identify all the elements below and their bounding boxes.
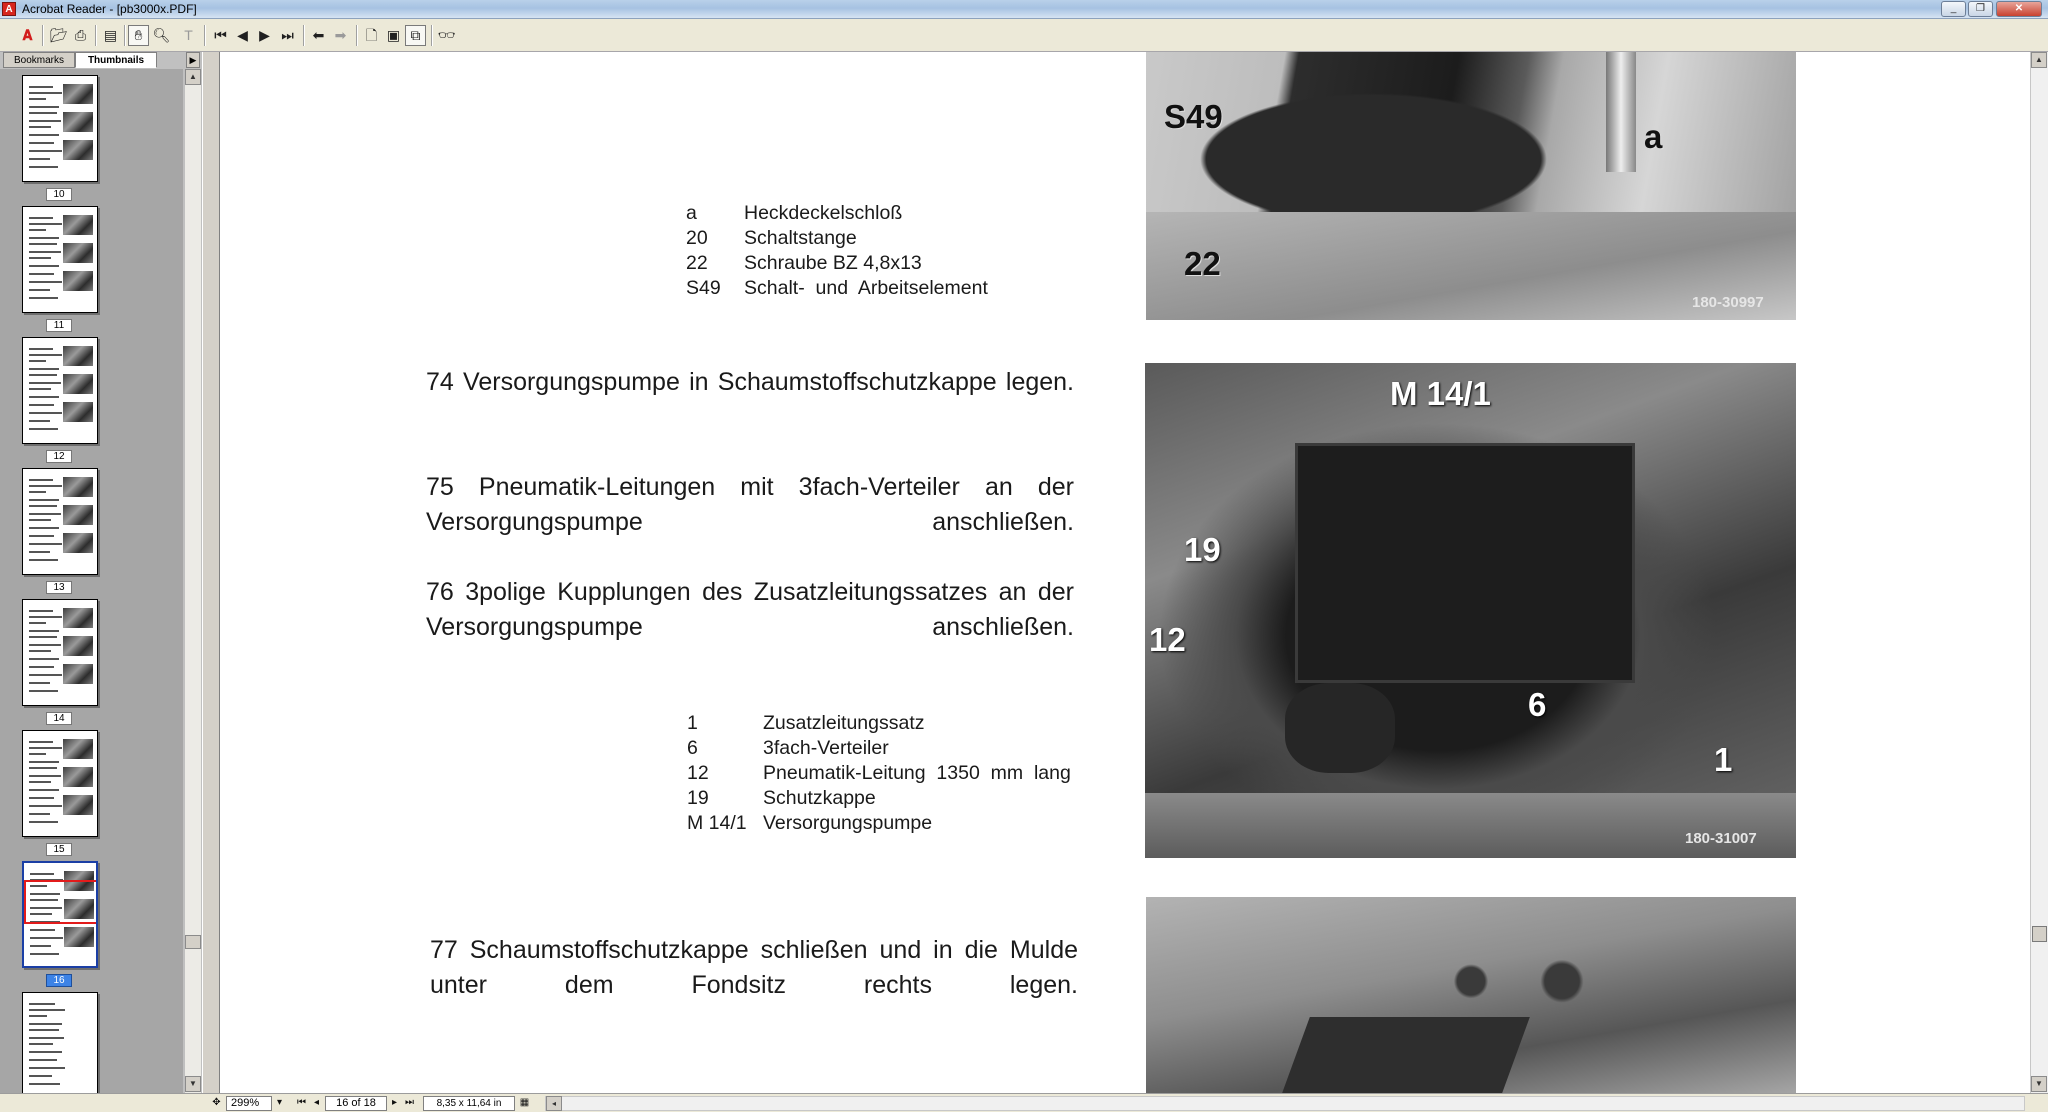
- legend-key: 1: [687, 712, 698, 734]
- thumbnail-text-line: [29, 348, 53, 350]
- zoom-tool-icon[interactable]: 🔍︎: [152, 27, 171, 43]
- thumbnail-text-line: [29, 86, 53, 88]
- legend-text: Schalt- und Arbeitselement: [744, 277, 988, 299]
- thumbnail-text-line: [29, 150, 62, 152]
- page-thumbnail[interactable]: [22, 599, 98, 706]
- legend-text: Pneumatik-Leitung 1350 mm lang: [763, 762, 1071, 784]
- thumbnail-text-line: [29, 237, 59, 239]
- thumbnail-text-line: [29, 1067, 65, 1069]
- legend-row: [686, 201, 988, 226]
- doc-scroll-up-icon[interactable]: ▲: [2031, 52, 2047, 68]
- toolbar-separator: [42, 25, 44, 46]
- title-bar: [0, 0, 2048, 19]
- tab-thumbnails[interactable]: Thumbnails: [75, 52, 157, 68]
- document-scrollbar[interactable]: [2030, 52, 2048, 1093]
- thumbnail-text-line: [29, 265, 59, 267]
- thumbnail-text-line: [29, 217, 53, 219]
- thumbnail-image: [63, 112, 93, 132]
- thumbnail-text-line: [29, 229, 46, 231]
- thumbnail-text-line: [29, 616, 62, 618]
- thumbnail-text-line: [29, 428, 58, 430]
- toolbar-separator: [124, 25, 126, 46]
- thumbnail-text-line: [29, 120, 61, 122]
- minimize-button[interactable]: _: [1941, 1, 1966, 17]
- thumbnail-page-label[interactable]: 16: [46, 974, 72, 987]
- thumbnail-text-line: [29, 382, 61, 384]
- thumbnail-page-label[interactable]: 11: [46, 319, 72, 332]
- photo2-label-6: 6: [1528, 686, 1547, 723]
- photo2-label-m14-1: M 14/1: [1390, 375, 1491, 412]
- find-icon[interactable]: 👓︎: [437, 27, 456, 43]
- page-thumbnail[interactable]: [22, 75, 98, 182]
- thumbnail-image: [63, 243, 93, 263]
- thumbnail-image: [63, 636, 93, 656]
- thumbnail-image: [63, 84, 93, 104]
- thumbnail-text-line: [29, 251, 61, 253]
- legend-row: [687, 811, 1071, 836]
- actual-size-icon[interactable]: 🗋︎: [365, 27, 378, 43]
- legend-row: [686, 276, 988, 301]
- pan-icon[interactable]: ✥: [212, 1097, 221, 1108]
- photo-pump: [1145, 363, 1796, 858]
- page-thumbnail[interactable]: [22, 206, 98, 313]
- page-size-display: 8,35 x 11,64 in: [423, 1096, 515, 1111]
- thumbnail-text-line: [29, 789, 59, 791]
- horizontal-scrollbar[interactable]: [545, 1096, 2025, 1111]
- pump-housing: [1295, 443, 1635, 683]
- thumbnail-text-line: [29, 551, 50, 553]
- legend-row: [687, 786, 1071, 811]
- close-button[interactable]: ✕: [1996, 1, 2042, 17]
- legend-key: M 14/1: [687, 812, 747, 834]
- thumbnail-text-line: [29, 644, 61, 646]
- thumbnail-image: [63, 271, 93, 291]
- toolbar-separator: [204, 25, 206, 46]
- doc-scroll-down-icon[interactable]: ▼: [2031, 1076, 2047, 1092]
- status-first-page-icon[interactable]: ⏮︎: [297, 1097, 306, 1108]
- thumbnail-image: [63, 795, 93, 815]
- legend-text: Schutzkappe: [763, 787, 876, 809]
- status-previous-page-icon[interactable]: ◂: [313, 1097, 320, 1108]
- photo1-label-s49: S49: [1164, 98, 1223, 135]
- paragraph-74: 74 Versorgungspumpe in Schaumstoffschutzkappe legen.: [426, 368, 1074, 396]
- paragraph-75: 75 Pneumatik-Leitungen mit 3fach-Verteiler an der Versorgungspumpe anschließen.: [426, 473, 1074, 536]
- thumbnail-text-line: [29, 1023, 62, 1025]
- fit-page-icon[interactable]: ▣: [386, 27, 401, 43]
- thumbnail-text-line: [29, 134, 59, 136]
- thumbnail-text-line: [29, 142, 54, 144]
- thumbnail-image: [63, 215, 93, 235]
- thumbnail-text-line: [29, 797, 54, 799]
- thumbnail-page-label[interactable]: 13: [46, 581, 72, 594]
- thumbnail-text-line: [29, 1029, 59, 1031]
- thumbnail-text-line: [29, 1037, 64, 1039]
- thumbnail-text-line: [29, 368, 59, 370]
- thumbnail-image: [63, 346, 93, 366]
- thumbnail-image: [63, 374, 93, 394]
- legend-key: 20: [686, 227, 708, 249]
- thumbnail-image: [63, 140, 93, 160]
- pump-motor: [1285, 683, 1395, 773]
- thumbnail-text-line: [29, 767, 57, 769]
- previous-page-icon[interactable]: ◀: [237, 27, 248, 43]
- thumbnail-image: [63, 477, 93, 497]
- thumbnail-text-line: [30, 953, 59, 955]
- next-page-icon[interactable]: ▶: [259, 27, 270, 43]
- photo-rear-seat-floor: [1146, 897, 1796, 1093]
- legend-key: 19: [687, 787, 709, 809]
- show-navigation-pane-icon[interactable]: ▤: [103, 27, 118, 43]
- document-view: [220, 52, 2030, 1093]
- thumbnail-text-line: [29, 223, 62, 225]
- photo-trunk-lock: [1146, 52, 1796, 320]
- thumbnail-text-line: [30, 929, 55, 931]
- thumbnail-text-line: [29, 396, 59, 398]
- thumbnail-text-line: [29, 404, 54, 406]
- thumbnail-text-line: [30, 937, 63, 939]
- thumbnail-page-label[interactable]: 10: [46, 188, 72, 201]
- thumbnail-text-line: [29, 126, 51, 128]
- thumbnail-text-line: [29, 412, 62, 414]
- legend-text: Zusatzleitungssatz: [763, 712, 925, 734]
- thumbnail-text-line: [29, 559, 58, 561]
- thumbnail-text-line: [29, 388, 51, 390]
- thumbnail-text-line: [29, 519, 51, 521]
- scroll-left-icon[interactable]: ◂: [546, 1096, 562, 1111]
- thumbnail-text-line: [29, 666, 54, 668]
- page-indicator[interactable]: 16 of 18: [325, 1096, 387, 1111]
- thumbnail-text-line: [29, 821, 58, 823]
- pane-splitter[interactable]: [202, 52, 220, 1093]
- toolbar-separator: [356, 25, 358, 46]
- thumbnail-text-line: [29, 781, 51, 783]
- thumbnail-image: [63, 608, 93, 628]
- thumbnail-text-line: [29, 485, 62, 487]
- thumbnail-image: [63, 402, 93, 422]
- zoom-dropdown-icon[interactable]: ▾: [276, 1097, 283, 1108]
- legend-row: [686, 226, 988, 251]
- print-icon[interactable]: ⎙: [74, 27, 87, 43]
- thumbnail-text-line: [30, 945, 51, 947]
- thumbnail-text-line: [29, 1015, 47, 1017]
- legend-row: [687, 736, 1071, 761]
- thumbnail-text-line: [29, 273, 54, 275]
- thumbnail-page-label[interactable]: 12: [46, 450, 72, 463]
- legend-text: Schraube BZ 4,8x13: [744, 252, 922, 274]
- paragraph-76: 76 3polige Kupplungen des Zusatzleitungssatzes an der Versorgungspumpe anschließen.: [426, 578, 1074, 641]
- thumbnail-text-line: [29, 1009, 65, 1011]
- restore-button[interactable]: ❐: [1968, 1, 1993, 17]
- legend-row: [687, 761, 1071, 786]
- photo1-label-a: a: [1644, 118, 1663, 155]
- thumbnail-list: [0, 69, 183, 1093]
- legend-row: [687, 711, 1071, 736]
- thumbnail-text-line: [29, 98, 46, 100]
- thumbnail-text-line: [29, 543, 62, 545]
- legend-text: 3fach-Verteiler: [763, 737, 889, 759]
- go-back-icon[interactable]: ⬅: [312, 27, 325, 43]
- nav-options-arrow-icon[interactable]: ▶: [186, 52, 200, 68]
- thumbnail-page-label[interactable]: 15: [46, 843, 72, 856]
- first-page-icon[interactable]: ⏮︎: [214, 27, 227, 43]
- thumbnail-text-line: [29, 289, 50, 291]
- page-thumbnail[interactable]: [22, 861, 98, 968]
- text-select-tool-icon[interactable]: T: [184, 27, 193, 43]
- thumbnail-text-line: [29, 658, 59, 660]
- legend-key: 6: [687, 737, 698, 759]
- legend-text: Heckdeckelschloß: [744, 202, 903, 224]
- visible-area-rectangle[interactable]: [24, 880, 98, 924]
- thumbnail-text-line: [29, 158, 50, 160]
- scroll-up-icon[interactable]: ▲: [185, 69, 201, 85]
- thumbnail-image: [63, 664, 93, 684]
- thumbnail-text-line: [29, 420, 50, 422]
- thumbnail-scrollbar[interactable]: [184, 69, 201, 1093]
- thumbnail-text-line: [29, 747, 62, 749]
- thumbnail-image: [63, 767, 93, 787]
- last-page-icon[interactable]: ⏭︎: [281, 27, 294, 43]
- thumbnail-text-line: [29, 281, 62, 283]
- floor-trim: [1145, 793, 1796, 858]
- legend-text: Versorgungspumpe: [763, 812, 933, 834]
- acrobat-logo-icon[interactable]: 𝐀: [22, 27, 33, 43]
- thumbnail-text-line: [29, 805, 62, 807]
- thumbnail-image: [63, 533, 93, 553]
- acrobat-app-icon: A: [2, 2, 16, 16]
- thumbnail-text-line: [29, 650, 51, 652]
- legend-key: a: [686, 202, 697, 224]
- status-next-page-icon[interactable]: ▸: [391, 1097, 398, 1108]
- thumbnail-text-line: [29, 690, 58, 692]
- thumbnail-text-line: [29, 813, 50, 815]
- photo2-code: 180-31007: [1685, 830, 1757, 847]
- scroll-thumb[interactable]: [185, 935, 201, 949]
- legend-list-2: [687, 711, 1071, 836]
- photo1-code: 180-30997: [1692, 294, 1764, 311]
- zoom-field[interactable]: 299%: [226, 1096, 272, 1111]
- thumbnail-text-line: [30, 873, 54, 875]
- thumbnail-text-line: [29, 1075, 52, 1077]
- thumbnail-text-line: [29, 610, 53, 612]
- thumbnail-text-line: [29, 1043, 53, 1045]
- thumbnail-text-line: [29, 297, 58, 299]
- thumbnail-text-line: [29, 360, 46, 362]
- thumbnail-text-line: [29, 513, 61, 515]
- toolbar: [0, 19, 2048, 52]
- thumbnail-text-line: [29, 682, 50, 684]
- fit-width-icon[interactable]: ⧉: [405, 25, 426, 46]
- toolbar-separator: [95, 25, 97, 46]
- go-forward-icon[interactable]: ➡: [334, 27, 347, 43]
- thumbnail-text-line: [29, 92, 62, 94]
- status-last-page-icon[interactable]: ⏭︎: [405, 1097, 414, 1108]
- page-thumbnail[interactable]: [22, 337, 98, 444]
- legend-text: Schaltstange: [744, 227, 857, 249]
- navigation-panel: [0, 52, 202, 1093]
- window-title: Acrobat Reader - [pb3000x.PDF]: [22, 2, 197, 16]
- thumbnail-text-line: [29, 243, 57, 245]
- thumbnail-image: [64, 927, 94, 947]
- thumbnail-text-line: [29, 112, 57, 114]
- thumbnail-text-line: [29, 354, 62, 356]
- thumbnail-text-line: [29, 499, 59, 501]
- thumbnail-text-line: [29, 505, 57, 507]
- status-bar: [0, 1093, 2048, 1112]
- paragraph-77: 77 Schaumstoffschutzkappe schließen und in die Mulde unter dem Fondsitz rechts legen.: [430, 936, 1078, 999]
- legend-row: [686, 251, 988, 276]
- photo2-label-1: 1: [1714, 741, 1733, 778]
- thumbnail-page-label[interactable]: 14: [46, 712, 72, 725]
- floor-recess: [1282, 1017, 1530, 1093]
- photo1-label-22: 22: [1184, 245, 1221, 282]
- thumbnail-text-line: [29, 257, 51, 259]
- legend-list-1: [686, 201, 988, 301]
- thumbnail-text-line: [29, 535, 54, 537]
- legend-key: S49: [686, 277, 721, 299]
- thumbnail-image: [63, 505, 93, 525]
- page-thumbnail[interactable]: [22, 468, 98, 575]
- tab-bookmarks[interactable]: Bookmarks: [3, 52, 75, 68]
- photo2-label-19: 19: [1184, 531, 1221, 568]
- scroll-down-icon[interactable]: ▼: [185, 1076, 201, 1092]
- page-thumbnail[interactable]: [22, 992, 98, 1093]
- legend-key: 22: [686, 252, 708, 274]
- thumbnail-text-line: [29, 374, 57, 376]
- thumbnail-text-line: [29, 1083, 60, 1085]
- thumbnail-text-line: [29, 479, 53, 481]
- thumbnail-text-line: [29, 636, 57, 638]
- thumbnail-text-line: [29, 741, 53, 743]
- page-layout-icon[interactable]: ▦: [519, 1097, 530, 1108]
- thumbnail-text-line: [29, 761, 59, 763]
- thumbnail-text-line: [29, 1003, 55, 1005]
- photo2-label-12: 12: [1149, 621, 1186, 658]
- hand-tool-icon[interactable]: ✋︎: [128, 25, 149, 46]
- doc-scroll-thumb[interactable]: [2032, 926, 2047, 942]
- thumbnail-text-line: [29, 753, 46, 755]
- toolbar-separator: [303, 25, 305, 46]
- thumbnail-text-line: [29, 630, 59, 632]
- thumbnail-text-line: [29, 674, 62, 676]
- thumbnail-text-line: [29, 527, 59, 529]
- shift-rod: [1606, 52, 1636, 172]
- thumbnail-text-line: [29, 1059, 57, 1061]
- page-thumbnail[interactable]: [22, 730, 98, 837]
- open-file-icon[interactable]: 📂︎: [49, 27, 68, 43]
- toolbar-separator: [431, 25, 433, 46]
- thumbnail-text-line: [29, 491, 46, 493]
- thumbnail-text-line: [29, 166, 58, 168]
- legend-key: 12: [687, 762, 709, 784]
- thumbnail-image: [63, 739, 93, 759]
- thumbnail-text-line: [29, 775, 61, 777]
- thumbnail-text-line: [29, 1051, 62, 1053]
- thumbnail-text-line: [29, 622, 46, 624]
- thumbnail-text-line: [29, 106, 59, 108]
